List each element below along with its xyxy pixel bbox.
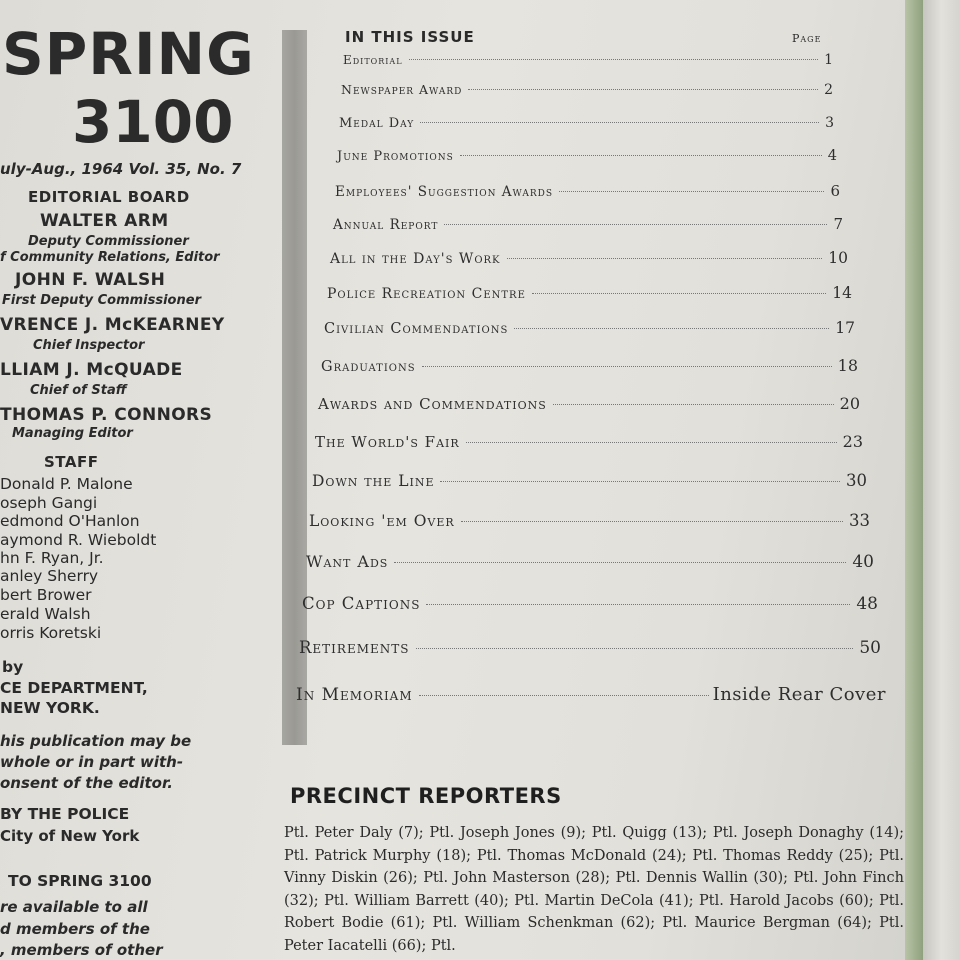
toc-leader-dots [416,648,854,649]
staff-name: aymond R. Wieboldt [0,531,157,549]
cover-edge [905,0,923,960]
precinct-reporters-list: Ptl. Peter Daly (7); Ptl. Joseph Jones (9); Ptl. Quigg (13); Ptl. Joseph Donaghy (14); Ptl. Patrick Murphy (18); Ptl. Thomas McDonald (24); Ptl. Thomas Reddy (25); Ptl. Vinny Diskin (26); Ptl. John Masterson (28); Ptl. Dennis Wallin (30); Ptl. John Finch (32); Ptl. William Barrett (40); Ptl. Martin DeCola (41); Ptl. Harold Jacobs (60); Ptl. Robert Bodie (61); Ptl. William Schenkman (62); Ptl. Maurice Bergman (64); Ptl. Peter Iacatelli (66); Ptl. [284,825,904,954]
toc-entry-retirements[interactable] [299,638,881,658]
staff-name: orris Koretski [0,624,102,642]
notice-line: his publication may be [0,732,192,750]
toc-entry-page: 7 [833,215,843,233]
masthead-title-line2: 3100 [72,88,234,156]
masthead-title-line1: SPRING [2,20,255,88]
board-member-role: Chief of Staff [30,383,127,398]
toc-entry-title: Editorial [343,53,403,67]
toc-entry-title: Down the Line [312,472,435,490]
toc-leader-dots [553,404,834,405]
toc-entry-worlds-fair[interactable] [315,432,863,451]
toc-entry-title: June Promotions [337,149,454,164]
board-member-name: LLIAM J. McQUADE [0,360,183,380]
staff-name: anley Sherry [0,567,99,585]
toc-leader-dots [409,59,819,60]
toc-entry-page: 20 [839,394,860,413]
toc-entry-want-ads[interactable] [306,552,874,572]
board-member-name: JOHN F. WALSH [15,270,166,290]
toc-entry-in-memoriam[interactable] [296,684,886,705]
toc-leader-dots [394,562,846,563]
toc-entry-civilian-commendations[interactable] [324,319,855,337]
staff-name: bert Brower [0,586,92,604]
board-member-role: Managing Editor [12,426,133,441]
toc-entry-title: Graduations [321,359,416,375]
issue-line: uly-Aug., 1964 Vol. 35, No. 7 [0,160,242,178]
toc-entry-title: Newspaper Award [341,82,463,97]
staff-name: hn F. Ryan, Jr. [0,549,104,567]
toc-leader-dots [559,191,824,192]
toc-leader-dots [460,155,822,156]
staff-name: erald Walsh [0,605,91,623]
toc-entry-page: 3 [825,115,834,131]
notice-line: whole or in part with- [0,753,184,771]
toc-entry-editorial[interactable] [343,52,833,68]
toc-entry-page: 1 [824,52,833,68]
toc-entry-recreation-centre[interactable] [327,284,852,302]
toc-entry-medal-day[interactable] [339,115,834,131]
police-city: City of New York [0,827,140,845]
precinct-reporters-heading: PRECINCT REPORTERS [290,784,562,808]
subscribe-line: re available to all [0,898,148,916]
notice-line: onsent of the editor. [0,774,173,792]
toc-entry-page: Inside Rear Cover [712,684,886,705]
publisher-by: by [2,658,24,676]
toc-leader-dots [444,224,827,225]
editorial-board-heading: EDITORIAL BOARD [28,188,190,206]
toc-entry-page: 17 [835,319,855,337]
board-member-role: Deputy Commissioner [28,234,189,249]
staff-heading: STAFF [44,453,99,471]
toc-entry-cop-captions[interactable] [302,594,878,614]
toc-leader-dots [420,122,819,123]
toc-entry-title: Civilian Commendations [324,321,509,337]
toc-entry-page: 33 [849,511,870,530]
toc-entry-page: 48 [856,594,878,614]
toc-leader-dots [426,604,850,605]
board-member-name: THOMAS P. CONNORS [0,405,213,425]
toc-entry-annual-report[interactable] [333,215,843,233]
toc-entry-suggestion-awards[interactable] [335,182,840,200]
toc-leader-dots [422,366,832,367]
toc-leader-dots [440,481,840,482]
toc-entry-june-promotions[interactable] [337,148,837,164]
toc-leader-dots [468,89,818,90]
toc-leader-dots [419,695,709,696]
toc-entry-title: Police Recreation Centre [327,286,526,302]
toc-entry-page: 14 [832,284,852,302]
next-page-edge [923,0,960,960]
toc-entry-title: Annual Report [333,217,439,233]
board-member-role: First Deputy Commissioner [2,293,201,308]
toc-entry-title: Retirements [299,638,410,657]
toc-entry-title: Looking 'em Over [309,512,455,530]
toc-entry-title: The World's Fair [315,433,460,451]
board-member-role: Chief Inspector [33,338,145,353]
toc-entry-title: Medal Day [339,116,415,131]
staff-name: edmond O'Hanlon [0,512,140,530]
toc-entry-awards-commendations[interactable] [318,394,860,413]
subscribe-line: , members of other [0,941,163,959]
board-member-name: WALTER ARM [40,211,169,231]
toc-entry-newspaper-award[interactable] [341,82,833,98]
toc-leader-dots [461,521,843,522]
toc-entry-page: 30 [846,471,867,490]
publisher-dept: CE DEPARTMENT, [0,679,148,697]
toc-entry-title: Want Ads [306,552,389,571]
toc-entry-page: 10 [828,249,848,267]
toc-entry-page: 4 [827,148,837,164]
toc-entry-down-the-line[interactable] [312,471,867,490]
staff-name: oseph Gangi [0,494,98,512]
subscribe-line: d members of the [0,920,150,938]
toc-entry-days-work[interactable] [330,249,848,267]
toc-entry-title: Employees' Suggestion Awards [335,184,553,200]
board-member-role: f Community Relations, Editor [0,250,220,265]
toc-entry-looking-em-over[interactable] [309,511,870,530]
toc-leader-dots [514,328,829,329]
staff-name: Donald P. Malone [0,475,133,493]
toc-leader-dots [532,293,826,294]
police-line: BY THE POLICE [0,805,130,823]
toc-entry-page: 18 [837,356,858,375]
toc-entry-title: All in the Day's Work [330,251,501,267]
toc-entry-page: 23 [842,432,863,451]
toc-entry-title: In Memoriam [296,685,413,705]
page-column-label: Page [792,32,822,45]
subscribe-heading: TO SPRING 3100 [8,872,152,890]
contents-heading: IN THIS ISSUE [345,28,475,46]
toc-leader-dots [507,258,823,259]
publisher-city: NEW YORK. [0,699,100,717]
toc-entry-page: 50 [859,638,881,658]
board-member-name: VRENCE J. McKEARNEY [0,315,225,335]
toc-entry-page: 2 [824,82,833,98]
toc-entry-page: 6 [830,182,840,200]
toc-entry-graduations[interactable] [321,356,858,375]
toc-entry-title: Cop Captions [302,594,421,613]
toc-entry-title: Awards and Commendations [318,395,547,413]
toc-leader-dots [466,442,837,443]
toc-entry-page: 40 [852,552,874,572]
